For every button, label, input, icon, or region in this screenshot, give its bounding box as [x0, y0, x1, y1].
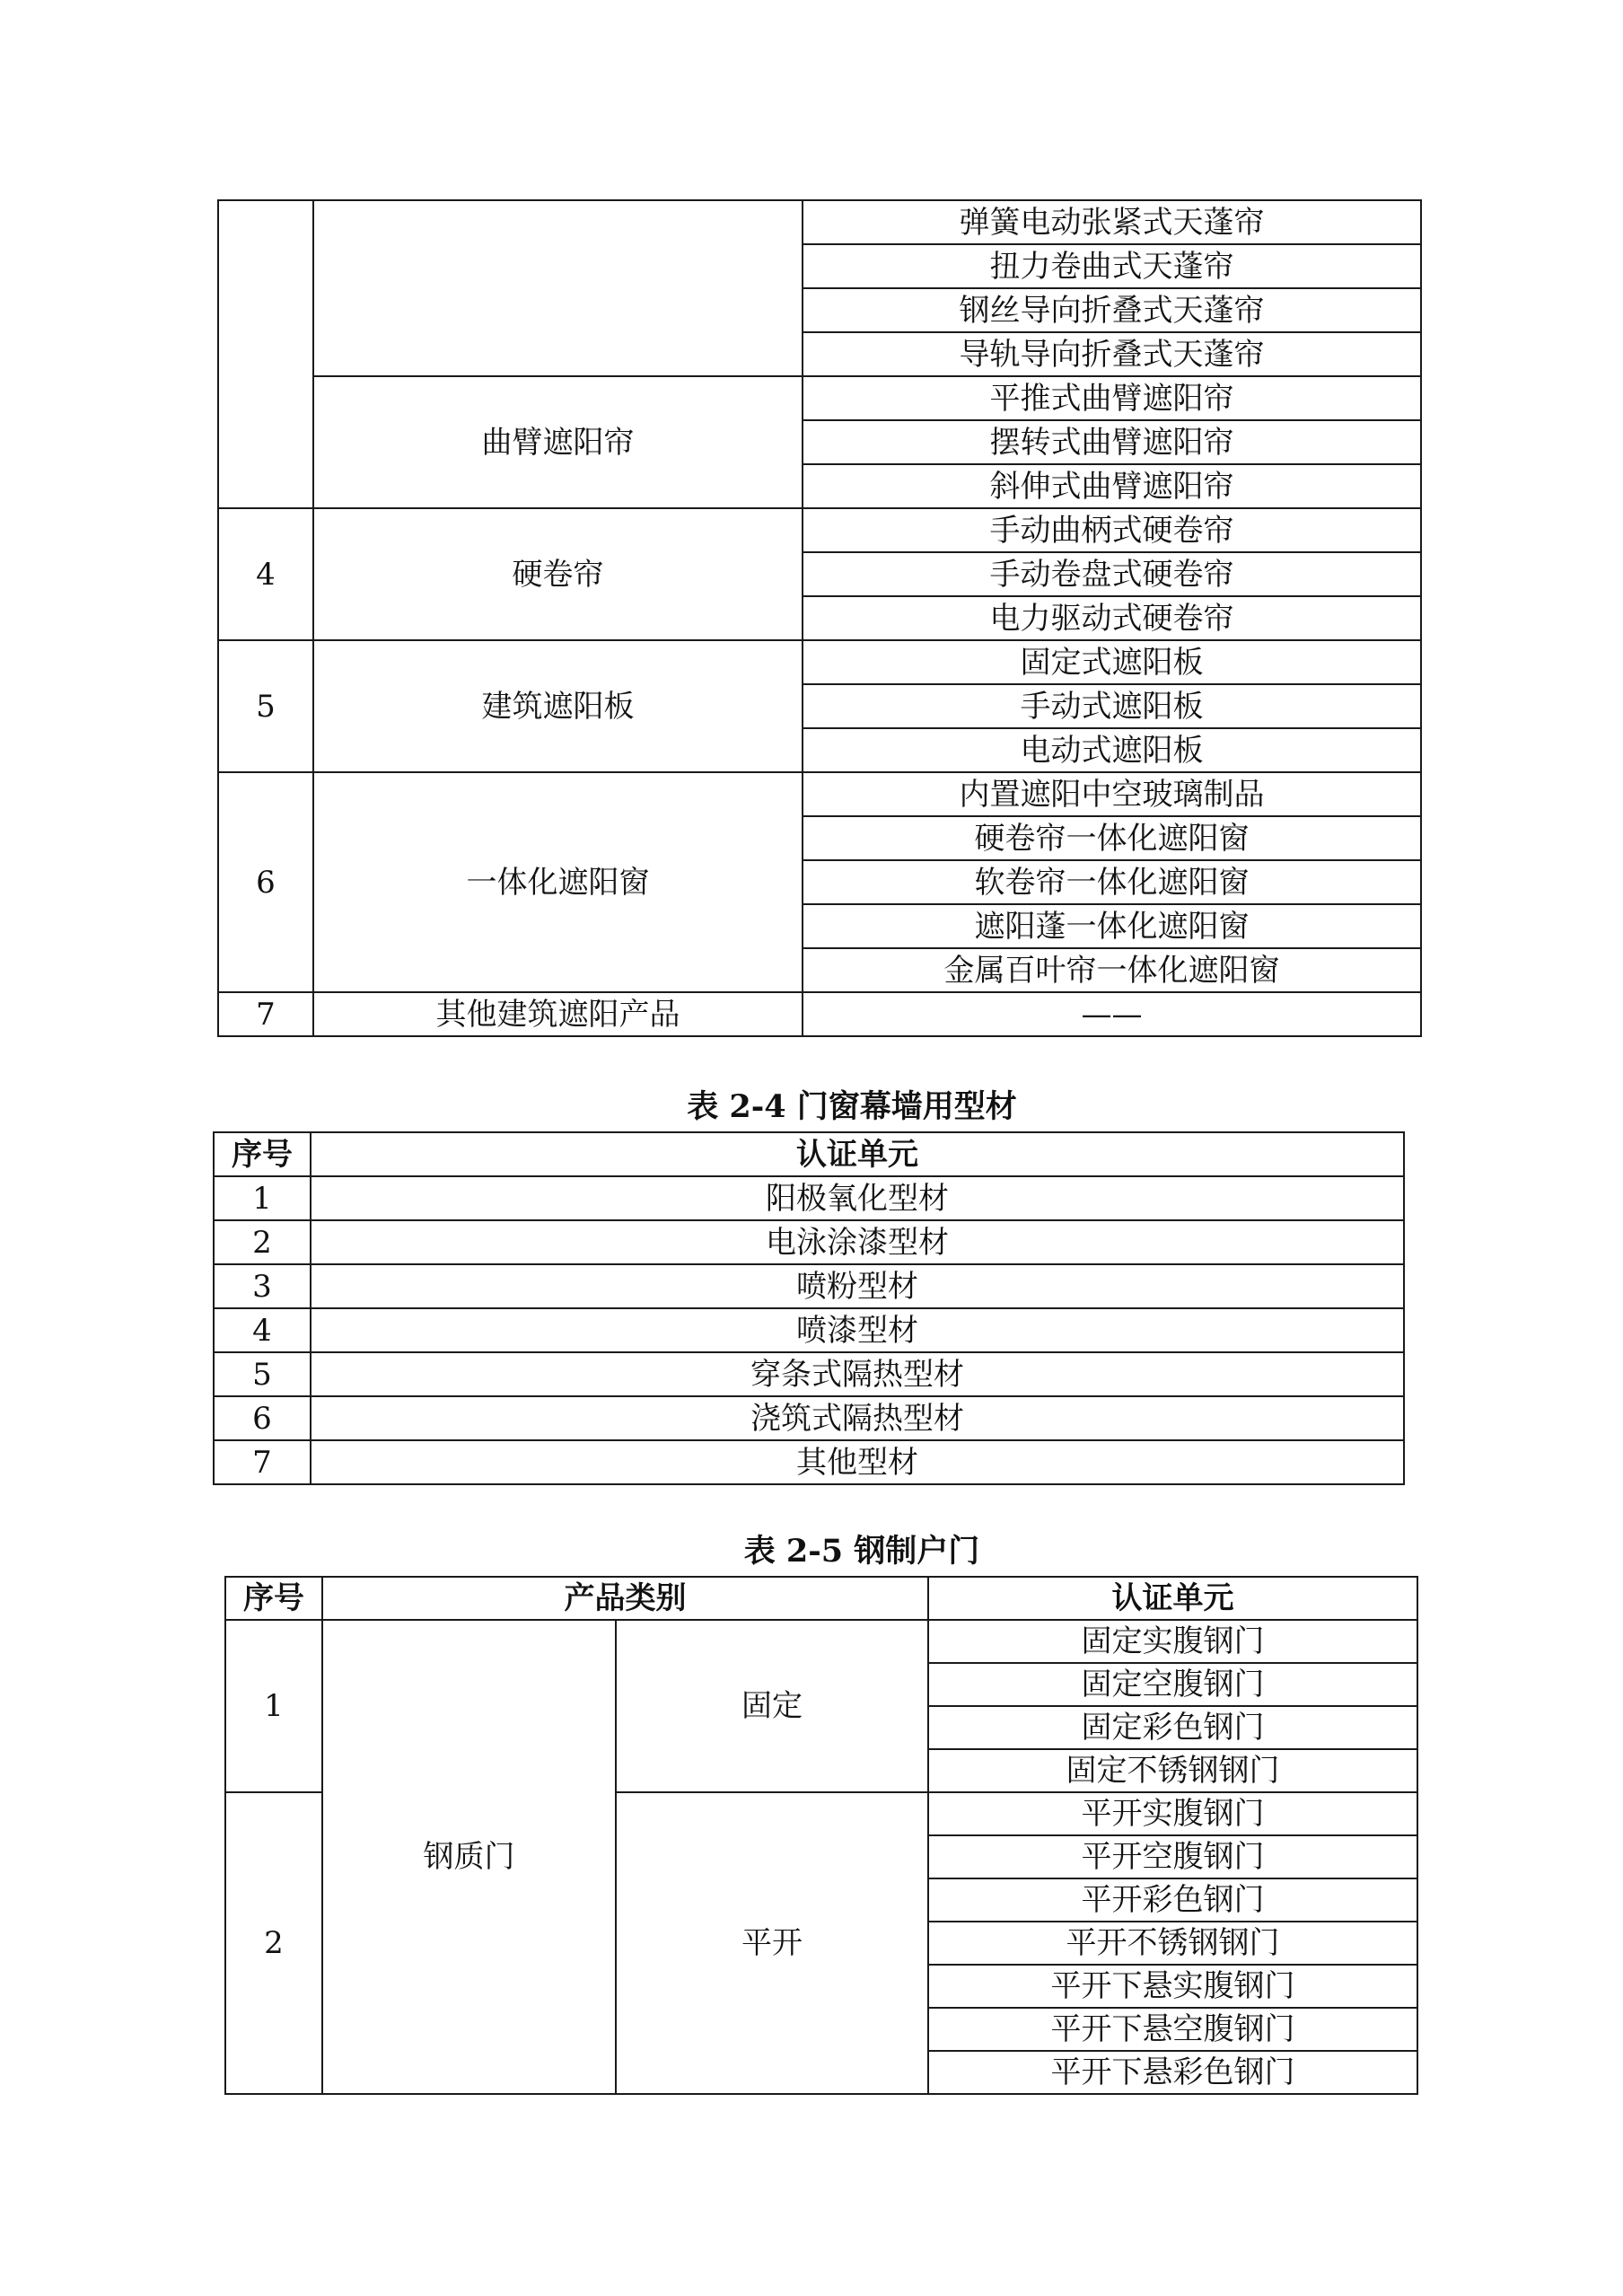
header-category: 产品类别 [322, 1577, 928, 1620]
seq-cell: 1 [225, 1620, 322, 1792]
unit-cell: 平开下悬实腹钢门 [928, 1965, 1417, 2008]
unit-cell: 平开空腹钢门 [928, 1835, 1417, 1878]
unit-cell: 金属百叶帘一体化遮阳窗 [803, 948, 1421, 992]
unit-cell: 电泳涂漆型材 [311, 1220, 1404, 1264]
seq-cell: 5 [218, 640, 313, 772]
unit-cell: 导轨导向折叠式天蓬帘 [803, 332, 1421, 376]
table-row [218, 640, 1421, 684]
table-row [218, 772, 1421, 816]
unit-cell: 手动卷盘式硬卷帘 [803, 552, 1421, 596]
unit-cell: 斜伸式曲臂遮阳帘 [803, 464, 1421, 508]
header-seq: 序号 [214, 1132, 311, 1176]
unit-cell: 喷粉型材 [311, 1264, 1404, 1308]
unit-cell: 固定不锈钢钢门 [928, 1749, 1417, 1792]
category-cell: 硬卷帘 [313, 508, 803, 640]
seq-cell: 7 [214, 1440, 311, 1484]
category-cell: 其他建筑遮阳产品 [313, 992, 803, 1036]
header-unit: 认证单元 [928, 1577, 1417, 1620]
seq-cell: 1 [214, 1176, 311, 1220]
profiles-table [213, 1131, 1405, 1485]
unit-cell: 内置遮阳中空玻璃制品 [803, 772, 1421, 816]
unit-cell: 电力驱动式硬卷帘 [803, 596, 1421, 640]
unit-cell: 固定彩色钢门 [928, 1706, 1417, 1749]
table-row [214, 1396, 1404, 1440]
unit-cell: 穿条式隔热型材 [311, 1352, 1404, 1396]
table-row [214, 1220, 1404, 1264]
seq-cell: 7 [218, 992, 313, 1036]
shading-products-table [217, 199, 1422, 1037]
unit-cell: 软卷帘一体化遮阳窗 [803, 860, 1421, 904]
category-cell [313, 200, 803, 376]
unit-cell: 固定式遮阳板 [803, 640, 1421, 684]
table-row [218, 200, 1421, 244]
table-row [218, 508, 1421, 552]
header-unit: 认证单元 [311, 1132, 1404, 1176]
table-caption: 表 2-4 门窗幕墙用型材 [687, 1088, 1017, 1125]
unit-cell: 扭力卷曲式天蓬帘 [803, 244, 1421, 288]
unit-cell: 平开不锈钢钢门 [928, 1922, 1417, 1965]
category-cell: 一体化遮阳窗 [313, 772, 803, 992]
unit-cell: 阳极氧化型材 [311, 1176, 1404, 1220]
unit-cell: 遮阳蓬一体化遮阳窗 [803, 904, 1421, 948]
subtype-cell: 平开 [616, 1792, 928, 2094]
unit-cell: 其他型材 [311, 1440, 1404, 1484]
table-caption: 表 2-5 钢制户门 [743, 1533, 980, 1570]
header-seq: 序号 [225, 1577, 322, 1620]
category-cell: 钢质门 [322, 1620, 616, 2094]
seq-cell: 2 [214, 1220, 311, 1264]
unit-cell: 平推式曲臂遮阳帘 [803, 376, 1421, 420]
unit-cell: —— [803, 992, 1421, 1036]
unit-cell: 浇筑式隔热型材 [311, 1396, 1404, 1440]
unit-cell: 固定实腹钢门 [928, 1620, 1417, 1663]
seq-cell: 2 [225, 1792, 322, 2094]
category-cell: 曲臂遮阳帘 [313, 376, 803, 508]
seq-cell: 5 [214, 1352, 311, 1396]
unit-cell: 平开下悬彩色钢门 [928, 2051, 1417, 2094]
unit-cell: 钢丝导向折叠式天蓬帘 [803, 288, 1421, 332]
table-row [218, 376, 1421, 420]
unit-cell: 平开彩色钢门 [928, 1878, 1417, 1922]
seq-cell: 3 [214, 1264, 311, 1308]
table-row [225, 1620, 1417, 1663]
seq-cell: 4 [218, 508, 313, 640]
unit-cell: 手动曲柄式硬卷帘 [803, 508, 1421, 552]
steel-doors-table [224, 1576, 1418, 2095]
unit-cell: 弹簧电动张紧式天蓬帘 [803, 200, 1421, 244]
unit-cell: 手动式遮阳板 [803, 684, 1421, 728]
unit-cell: 固定空腹钢门 [928, 1663, 1417, 1706]
table-header-row [214, 1132, 1404, 1176]
table-row [214, 1308, 1404, 1352]
table-header-row [225, 1577, 1417, 1620]
unit-cell: 喷漆型材 [311, 1308, 1404, 1352]
unit-cell: 平开下悬空腹钢门 [928, 2008, 1417, 2051]
subtype-cell: 固定 [616, 1620, 928, 1792]
unit-cell: 摆转式曲臂遮阳帘 [803, 420, 1421, 464]
category-cell: 建筑遮阳板 [313, 640, 803, 772]
table-row [218, 992, 1421, 1036]
table-row [214, 1176, 1404, 1220]
unit-cell: 硬卷帘一体化遮阳窗 [803, 816, 1421, 860]
unit-cell: 平开实腹钢门 [928, 1792, 1417, 1835]
table-row [214, 1352, 1404, 1396]
seq-cell [218, 200, 313, 508]
table-row [214, 1440, 1404, 1484]
seq-cell: 6 [214, 1396, 311, 1440]
table-row [214, 1264, 1404, 1308]
unit-cell: 电动式遮阳板 [803, 728, 1421, 772]
seq-cell: 6 [218, 772, 313, 992]
seq-cell: 4 [214, 1308, 311, 1352]
